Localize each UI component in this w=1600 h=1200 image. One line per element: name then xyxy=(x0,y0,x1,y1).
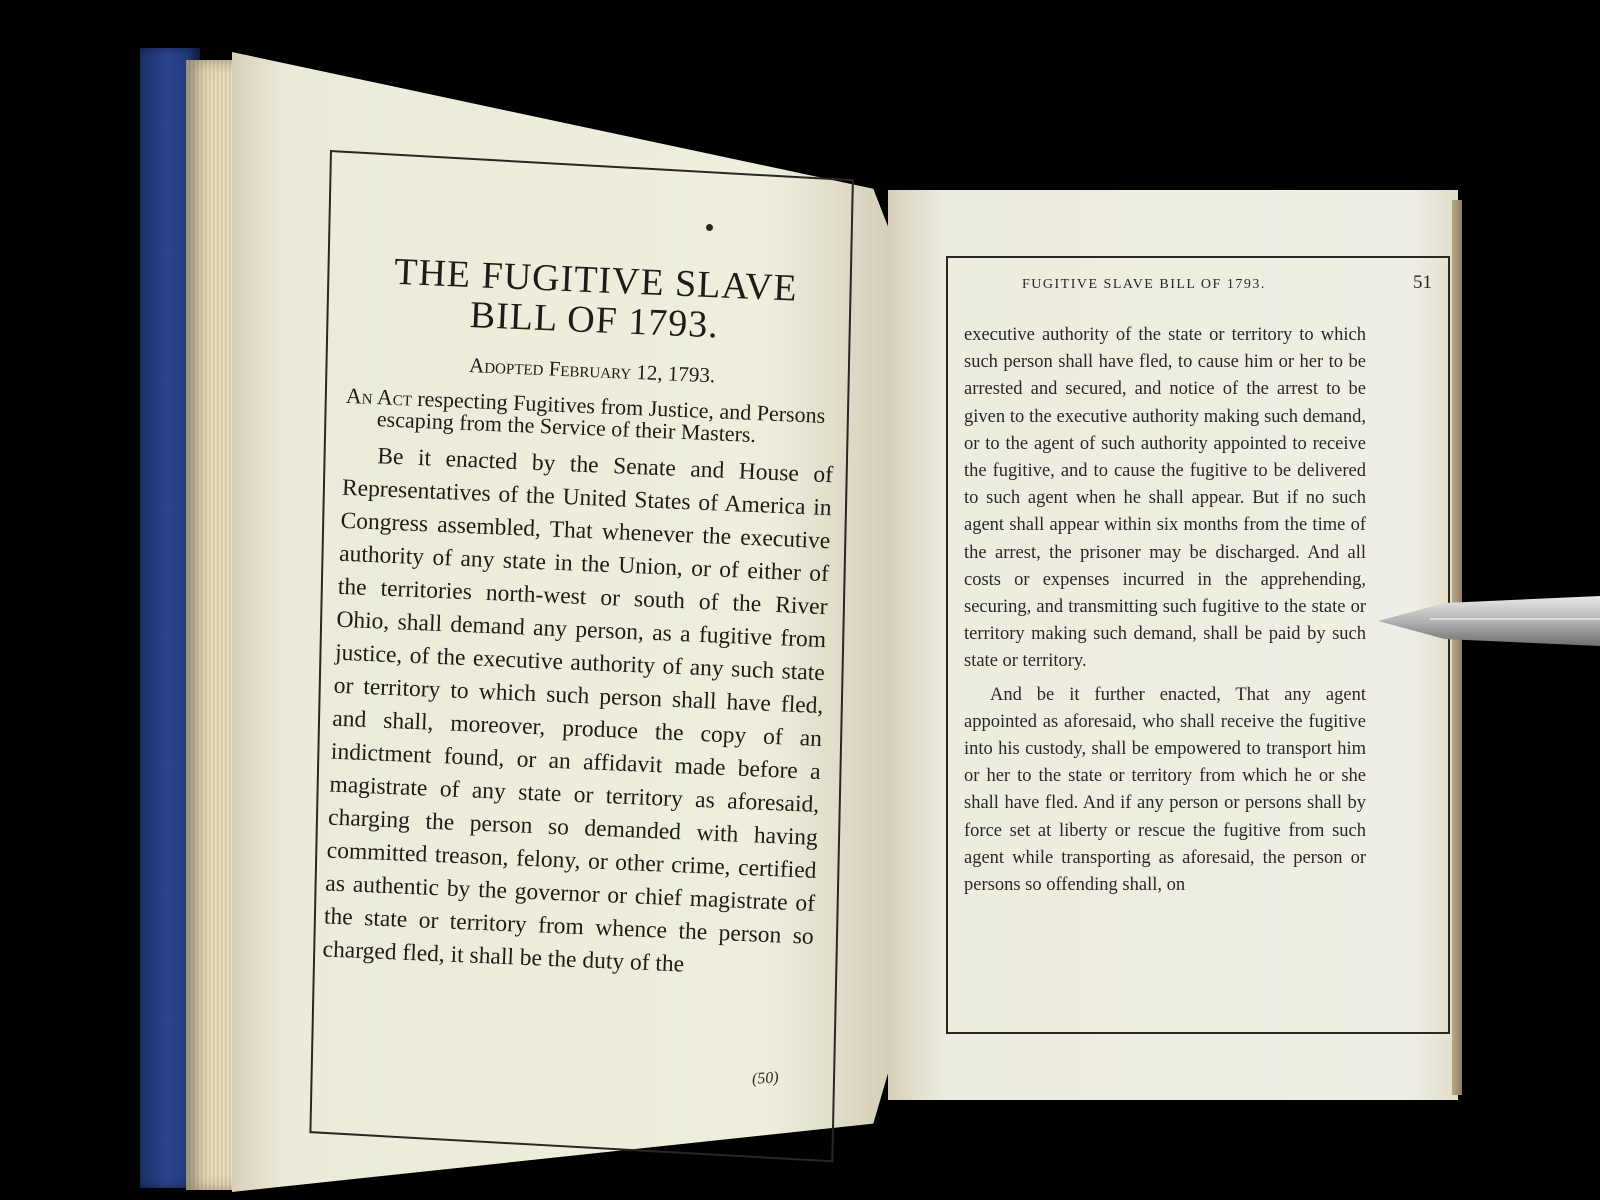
left-body-text: Be it enacted by the Senate and House of Representatives of the United States of America in Congress assembled, That whenever the executive authority of any state in the Union, or of either of the territories north-west or south of the River Ohio, shall demand any person, as a fugitive from justice, of the executive authority of any such state or territory to which such person shall have fled, and shall, moreover, produce the copy of an indictment found, or an affidavit made before a magistrate of any state or territory as aforesaid, charging the person so demanded with having committed treason, felony, or other crime, certified as authentic by the governor or chief magistrate of the state or territory from whence the person so charged fled, it shall be the duty of the xyxy=(322,443,834,978)
right-paragraph-2: And be it further enacted, That any agent appointed as aforesaid, who shall receive the fugitive into his custody, shall be empowered to transport him or her to the state or territory from which he or she shall have fled. And if any person or persons shall by force set at liberty or rescue the fugitive from such agent while transporting as aforesaid, the person or persons so offending shall, on xyxy=(964,684,1366,896)
act-rest: respecting Fugitives from Justice, and Persons escaping from the Service of their Masters. xyxy=(376,385,826,448)
act-description xyxy=(345,382,836,449)
running-head-title: FUGITIVE SLAVE BILL OF 1793. xyxy=(1022,277,1266,292)
right-page-edge xyxy=(1452,200,1462,1095)
ink-spot xyxy=(706,224,713,231)
pen-highlight xyxy=(1430,618,1600,620)
right-page-text xyxy=(964,322,1366,899)
act-lead: An Act xyxy=(345,382,413,411)
running-head xyxy=(1022,272,1432,294)
adopted-date: Adopted February 12, 1793. xyxy=(468,353,716,388)
left-page-folio: (50) xyxy=(751,1069,780,1088)
page-number: 51 xyxy=(1413,272,1432,293)
right-paragraph-1: executive authority of the state or territory to which such person shall have fled, to cause him or her to be arrested and secured, and notice of the arrest to be given to the executive authority making such demand, or to the agent of such authority appointed to receive the fugitive, and to cause the fugitive to be delivered to such agent when he shall appear. But if no such agent shall appear within six months from the time of the arrest, the prisoner may be discharged. And all costs or expenses incurred in the apprehending, securing, and transmitting such fugitive to the state or territory making such demand, shall be paid by such state or territory. xyxy=(964,325,1366,672)
left-page-text xyxy=(322,250,842,987)
page-title: THE FUGITIVE SLAVE BILL OF 1793. xyxy=(393,250,799,347)
